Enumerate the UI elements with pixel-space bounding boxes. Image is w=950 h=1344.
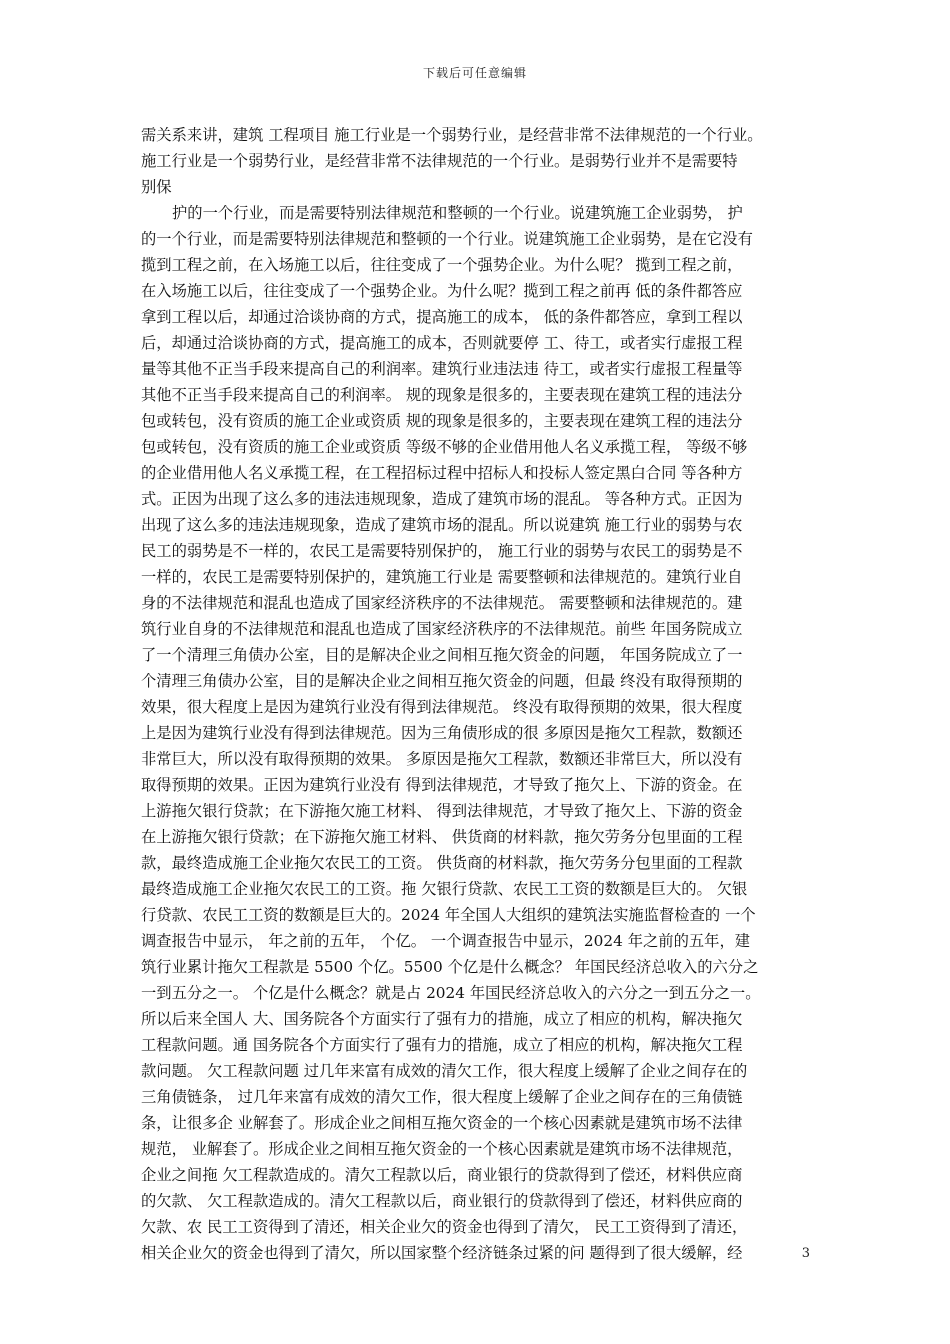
text-line: 后，却通过洽谈协商的方式，提高施工的成本，否则就要停 工、待工，或者实行虚报工程: [141, 334, 743, 352]
text-line: 在上游拖欠银行贷款；在下游拖欠施工材料、 供货商的材料款，拖欠劳务分包里面的工程: [141, 828, 743, 846]
text-line: 民工的弱势是不一样的，农民工是需要特别保护的， 施工行业的弱势与农民工的弱势是不: [141, 542, 743, 560]
text-line: 三角债链条， 过几年来富有成效的清欠工作，很大程度上缓解了企业之间存在的三角债链: [141, 1088, 743, 1106]
text-line: 款问题。 欠工程款问题 过几年来富有成效的清欠工作，很大程度上缓解了企业之间存在的: [141, 1062, 748, 1080]
text-line: 筑行业累计拖欠工程款是 5500 个亿。5500 个亿是什么概念？ 年国民经济总收入的六分之: [141, 958, 759, 976]
text-line: 身的不法律规范和混乱也造成了国家经济秩序的不法律规范。 需要整顿和法律规范的。建: [141, 594, 743, 612]
text-line: 行贷款、农民工工资的数额是巨大的。2024 年全国人大组织的建筑法实施监督检查的 一个: [141, 906, 756, 924]
text-line: 需关系来讲，建筑 工程项目 施工行业是一个弱势行业，是经营非常不法律规范的一个行业。: [141, 126, 763, 144]
text-line: 个清理三角债办公室，目的是解决企业之间相互拖欠资金的问题，但最 终没有取得预期的: [141, 672, 743, 690]
text-line: 规范， 业解套了。形成企业之间相互拖欠资金的一个核心因素就是建筑市场不法律规范，: [141, 1140, 743, 1158]
text-line: 上游拖欠银行贷款；在下游拖欠施工材料、 得到法律规范，才导致了拖欠上、下游的资金: [141, 802, 743, 820]
text-line: 其他不正当手段来提高自己的利润率。 规的现象是很多的，主要表现在建筑工程的违法分: [141, 386, 743, 404]
text-line: 企业之间拖 欠工程款造成的。清欠工程款以后，商业银行的贷款得到了偿还，材料供应商: [141, 1166, 743, 1184]
page-number: 3: [801, 1246, 810, 1261]
text-line: 欠款、农 民工工资得到了清还，相关企业欠的资金也得到了清欠， 民工工资得到了清还，: [141, 1218, 748, 1236]
body-text: [141, 122, 813, 1266]
text-line: 护的一个行业，而是需要特别法律规范和整顿的一个行业。说建筑施工企业弱势， 护: [172, 204, 743, 222]
text-line: 款，最终造成施工企业拖欠农民工的工资。 供货商的材料款，拖欠劳务分包里面的工程款: [141, 854, 743, 872]
text-line: 所以后来全国人 大、国务院各个方面实行了强有力的措施，成立了相应的机构，解决拖欠: [141, 1010, 743, 1028]
text-line: 了一个清理三角债办公室，目的是解决企业之间相互拖欠资金的问题， 年国务院成立了一: [141, 646, 743, 664]
text-line: 工程款问题。通 国务院各个方面实行了强有力的措施，成立了相应的机构，解决拖欠工程: [141, 1036, 743, 1054]
text-line: 包或转包，没有资质的施工企业或资质 等级不够的企业借用他人名义承揽工程， 等级不够: [141, 438, 748, 456]
text-line: 一到五分之一。 个亿是什么概念？就是占 2024 年国民经济总收入的六分之一到五分之一。: [141, 984, 761, 1002]
text-line: 相关企业欠的资金也得到了清欠，所以国家整个经济链条过紧的问 题得到了很大缓解，经: [141, 1244, 743, 1262]
page-header: 下载后可任意编辑: [422, 66, 527, 80]
text-line: 一样的，农民工是需要特别保护的，建筑施工行业是 需要整顿和法律规范的。建筑行业自: [141, 568, 743, 586]
text-line: 上是因为建筑行业没有得到法律规范。因为三角债形成的很 多原因是拖欠工程款，数额还: [141, 724, 743, 742]
text-line: 非常巨大，所以没有取得预期的效果。 多原因是拖欠工程款，数额还非常巨大，所以没有: [141, 750, 743, 768]
text-line: 最终造成施工企业拖欠农民工的工资。拖 欠银行贷款、农民工工资的数额是巨大的。 欠银: [141, 880, 748, 898]
text-line: 揽到工程之前，在入场施工以后，往往变成了一个强势企业。为什么呢？ 揽到工程之前，: [141, 256, 743, 274]
text-line: 的一个行业，而是需要特别法律规范和整顿的一个行业。说建筑施工企业弱势，是在它没有: [141, 230, 753, 248]
text-line: 出现了这么多的违法违规现象，造成了建筑市场的混乱。所以说建筑 施工行业的弱势与农: [141, 516, 743, 534]
text-line: 效果，很大程度上是因为建筑行业没有得到法律规范。 终没有取得预期的效果，很大程度: [141, 698, 743, 716]
text-line: 包或转包，没有资质的施工企业或资质 规的现象是很多的，主要表现在建筑工程的违法分: [141, 412, 743, 430]
text-line: 取得预期的效果。正因为建筑行业没有 得到法律规范，才导致了拖欠上、下游的资金。在: [141, 776, 743, 794]
text-line: 量等其他不正当手段来提高自己的利润率。建筑行业违法违 待工，或者实行虚报工程量等: [141, 360, 743, 378]
text-line: 筑行业自身的不法律规范和混乱也造成了国家经济秩序的不法律规范。前些 年国务院成立: [141, 620, 743, 638]
text-line: 施工行业是一个弱势行业，是经营非常不法律规范的一个行业。是弱势行业并不是需要特: [141, 152, 738, 170]
text-line: 别保: [141, 178, 172, 196]
text-line: 的欠款、 欠工程款造成的。清欠工程款以后，商业银行的贷款得到了偿还，材料供应商的: [141, 1192, 743, 1210]
text-line: 的企业借用他人名义承揽工程，在工程招标过程中招标人和投标人签定黑白合同 等各种方: [141, 464, 743, 482]
text-line: 拿到工程以后，却通过洽谈协商的方式，提高施工的成本， 低的条件都答应，拿到工程以: [141, 308, 743, 326]
text-line: 在入场施工以后，往往变成了一个强势企业。为什么呢？揽到工程之前再 低的条件都答应: [141, 282, 743, 300]
text-line: 调查报告中显示， 年之前的五年， 个亿。 一个调查报告中显示，2024 年之前的五年，建: [141, 932, 751, 950]
text-line: 条，让很多企 业解套了。形成企业之间相互拖欠资金的一个核心因素就是建筑市场不法律: [141, 1114, 743, 1132]
text-line: 式。正因为出现了这么多的违法违规现象，造成了建筑市场的混乱。 等各种方式。正因为: [141, 490, 743, 508]
